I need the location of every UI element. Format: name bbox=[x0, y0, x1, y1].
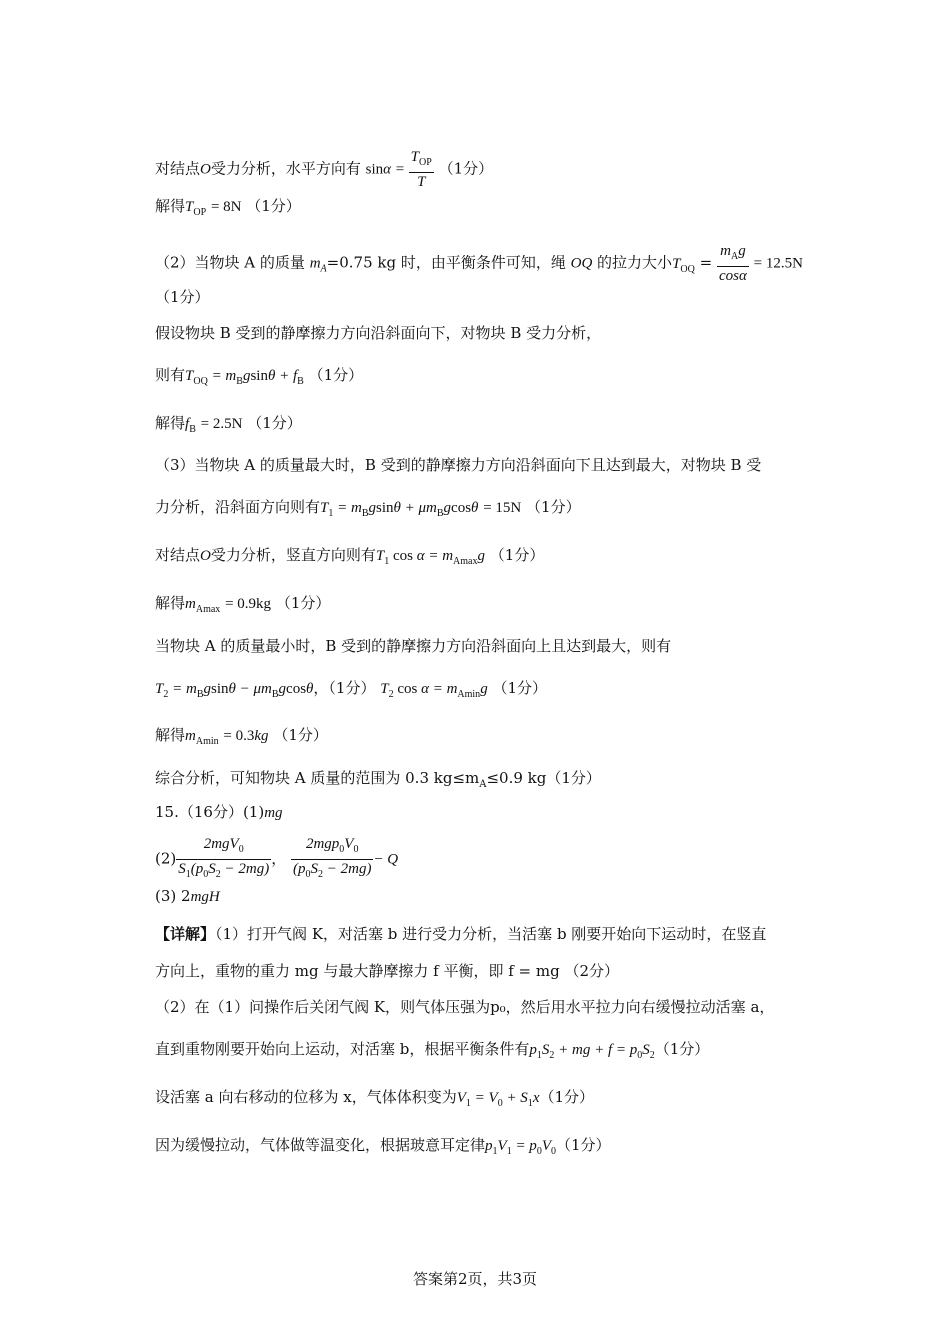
value: = 12.5N bbox=[753, 255, 803, 272]
text: （2）在（1）问操作后关闭气阀 K，则气体压强为p₀，然后用水平拉力向右缓慢拉动活塞 a， bbox=[155, 998, 775, 1016]
text: 解得 bbox=[155, 197, 186, 215]
line-12 bbox=[155, 635, 671, 657]
line-14 bbox=[155, 724, 328, 753]
formula-sin: sinα = bbox=[365, 161, 409, 178]
text: 直到重物刚要开始向上运动，对活塞 b，根据平衡条件有 bbox=[155, 1040, 530, 1058]
var-oq: OQ bbox=[570, 255, 593, 272]
score: （1分） bbox=[539, 1088, 595, 1106]
var-o: O bbox=[200, 161, 211, 178]
line-3: （2）当物块 A 的质量 $m_A=0.75$ kg 时，由平衡条件可知，绳 OQ 的拉力大小$T_{OQ}$ = $\frac{m_Ag}{\cos\alpha}$ = 12.5N bbox=[155, 243, 803, 284]
formula-t1: $T_1 = m_Bgsin\theta + \mu m_Bgcos\theta$ bbox=[320, 500, 479, 519]
line-19 bbox=[155, 923, 766, 945]
fraction-b: $\frac{2mgp_0V_0}{(p_0S_2 - 2mg)}$ bbox=[292, 836, 372, 880]
answer-3 bbox=[155, 885, 220, 908]
text: 综合分析，可知物块 A 质量的范围为 0.3 kg≤m bbox=[155, 769, 480, 787]
score: （1分） bbox=[155, 288, 210, 306]
fraction-a: $\frac{2mgV_0}{S_1(p_0S_2 - 2mg)}$ bbox=[178, 836, 270, 880]
line-7 bbox=[155, 412, 302, 441]
label: (2) bbox=[155, 849, 177, 868]
line-1 bbox=[155, 148, 493, 191]
text: 受力分析，水平方向有 bbox=[210, 159, 361, 178]
var-fb: $f_B$ bbox=[185, 416, 196, 435]
text: （3）当物块 A 的质量最大时，B 受到的静摩擦力方向沿斜面向下且达到最大，对物块 B 受 bbox=[155, 456, 762, 474]
text: 受力分析，竖直方向则有 bbox=[210, 546, 376, 564]
line-21 bbox=[155, 996, 774, 1018]
line-15 bbox=[155, 767, 601, 796]
line-24 bbox=[155, 1134, 611, 1163]
line-4 bbox=[155, 286, 210, 308]
formula-boyle: $p_1V_1 = p_0V_0$ bbox=[485, 1138, 556, 1157]
text: 方向上，重物的重力 mg 与最大静摩擦力 f 平衡，即 f = mg （2分） bbox=[155, 962, 620, 980]
score: （1分） bbox=[275, 594, 331, 612]
score: （1分） bbox=[654, 1040, 710, 1058]
formula-v1: $V_1 = V_0 + S_1x$ bbox=[456, 1090, 540, 1109]
line-5 bbox=[155, 322, 601, 344]
line-23 bbox=[155, 1086, 594, 1115]
line-13 bbox=[155, 677, 547, 706]
value: = 15N bbox=[483, 500, 522, 516]
question-15-header bbox=[155, 801, 283, 824]
line-10 bbox=[155, 544, 544, 573]
text: 解得 bbox=[155, 594, 186, 612]
var-mamin: $m_{Amin}$ bbox=[185, 728, 219, 747]
text: 设活塞 a 向右移动的位移为 x，气体体积变为 bbox=[155, 1088, 457, 1106]
formula-toq: $T_{OQ} = m_Bgsin\theta + f_B$ bbox=[185, 368, 304, 387]
text: 解得 bbox=[155, 726, 186, 744]
text: 则有 bbox=[155, 366, 186, 384]
score: （1分） bbox=[273, 726, 328, 744]
sub: A bbox=[479, 779, 487, 790]
text: 对结点 bbox=[155, 546, 201, 564]
text: 因为缓慢拉动，气体做等温变化，根据玻意耳定律 bbox=[155, 1136, 486, 1154]
score: （1分） bbox=[526, 498, 581, 516]
score: （1分） bbox=[247, 414, 302, 432]
var-toq: $T_{OQ}$ bbox=[672, 255, 695, 275]
value: = 2.5N bbox=[200, 416, 243, 432]
line-11 bbox=[155, 592, 330, 621]
text: 15.（16分）(1) bbox=[155, 803, 265, 821]
page-footer: 答案第2页，共3页 bbox=[412, 1270, 538, 1288]
text: − Q bbox=[373, 851, 399, 868]
answer-3-value: mgH bbox=[190, 889, 220, 905]
formula-t1-cos: $T_1$ $\cos \alpha = m_{Amax}g$ bbox=[375, 548, 485, 567]
label: (3) 2 bbox=[155, 887, 191, 905]
value: = 0.3 bbox=[223, 728, 255, 744]
answer-1: mg bbox=[264, 805, 283, 821]
text: 当物块 A 的质量最小时，B 受到的静摩擦力方向沿斜面向上且达到最大，则有 bbox=[155, 637, 672, 655]
line-6 bbox=[155, 364, 363, 393]
score: （1分） bbox=[555, 1136, 611, 1154]
line-8 bbox=[155, 454, 761, 476]
score: （1分） bbox=[308, 366, 364, 384]
formula-balance: $p_1S_2$ + mg + $f = p_0S_2$ bbox=[529, 1042, 655, 1061]
text: 解得 bbox=[155, 414, 186, 432]
unit: kg bbox=[254, 728, 269, 744]
sub: A bbox=[320, 263, 327, 275]
formula-t2-cos: $T_2$ $\cos \alpha = m_{Amin}g$ bbox=[380, 681, 488, 700]
score: ，（1分） bbox=[313, 679, 376, 697]
text: （1）打开气阀 K，对活塞 b 进行受力分析，当活塞 b 刚要开始向下运动时，在竖直 bbox=[215, 925, 767, 943]
score: （1分） bbox=[246, 197, 301, 215]
var-m: m bbox=[309, 255, 321, 272]
line-22 bbox=[155, 1038, 709, 1067]
fraction-mag: $\frac{m_Ag}{\cos\alpha}$ bbox=[718, 243, 747, 284]
var-o: O bbox=[200, 548, 211, 564]
fraction-top-t: $\frac{T_{OP}}{T}$ bbox=[410, 149, 432, 190]
value: = 0.9kg bbox=[225, 596, 272, 612]
text: 力分析，沿斜面方向则有 bbox=[155, 498, 321, 516]
line-9 bbox=[155, 496, 581, 525]
text: =0.75 kg 时，由平衡条件可知，绳 bbox=[326, 253, 571, 272]
var-top: $T_{OP}$ bbox=[185, 199, 207, 218]
text: （2）当物块 A 的质量 bbox=[155, 253, 310, 272]
value: = 8N bbox=[210, 199, 242, 215]
detail-tag: 【详解】 bbox=[155, 925, 216, 943]
text: 对结点 bbox=[155, 159, 201, 178]
score: （1分） bbox=[492, 679, 548, 697]
line-20 bbox=[155, 960, 619, 982]
text: 假设物块 B 受到的静摩擦力方向沿斜面向下，对物块 B 受力分析， bbox=[155, 324, 602, 342]
score: （1分） bbox=[438, 159, 494, 178]
var-mamax: $m_{Amax}$ bbox=[185, 596, 221, 615]
line-2 bbox=[155, 195, 301, 224]
score: （1分） bbox=[489, 546, 545, 564]
text: 的拉力大小 bbox=[592, 253, 673, 272]
text: ≤0.9 kg（1分） bbox=[486, 769, 601, 787]
answer-2: (2) $\frac{2mgV_0}{S_1(p_0S_2 - 2mg)}$ ， $\frac{2mgp_0V_0}{(p_0S_2 - 2mg)}$ − Q bbox=[155, 835, 398, 884]
formula-t2: $T_2 = m_Bgsin\theta - \mu m_Bgcos\theta$ bbox=[155, 681, 314, 700]
